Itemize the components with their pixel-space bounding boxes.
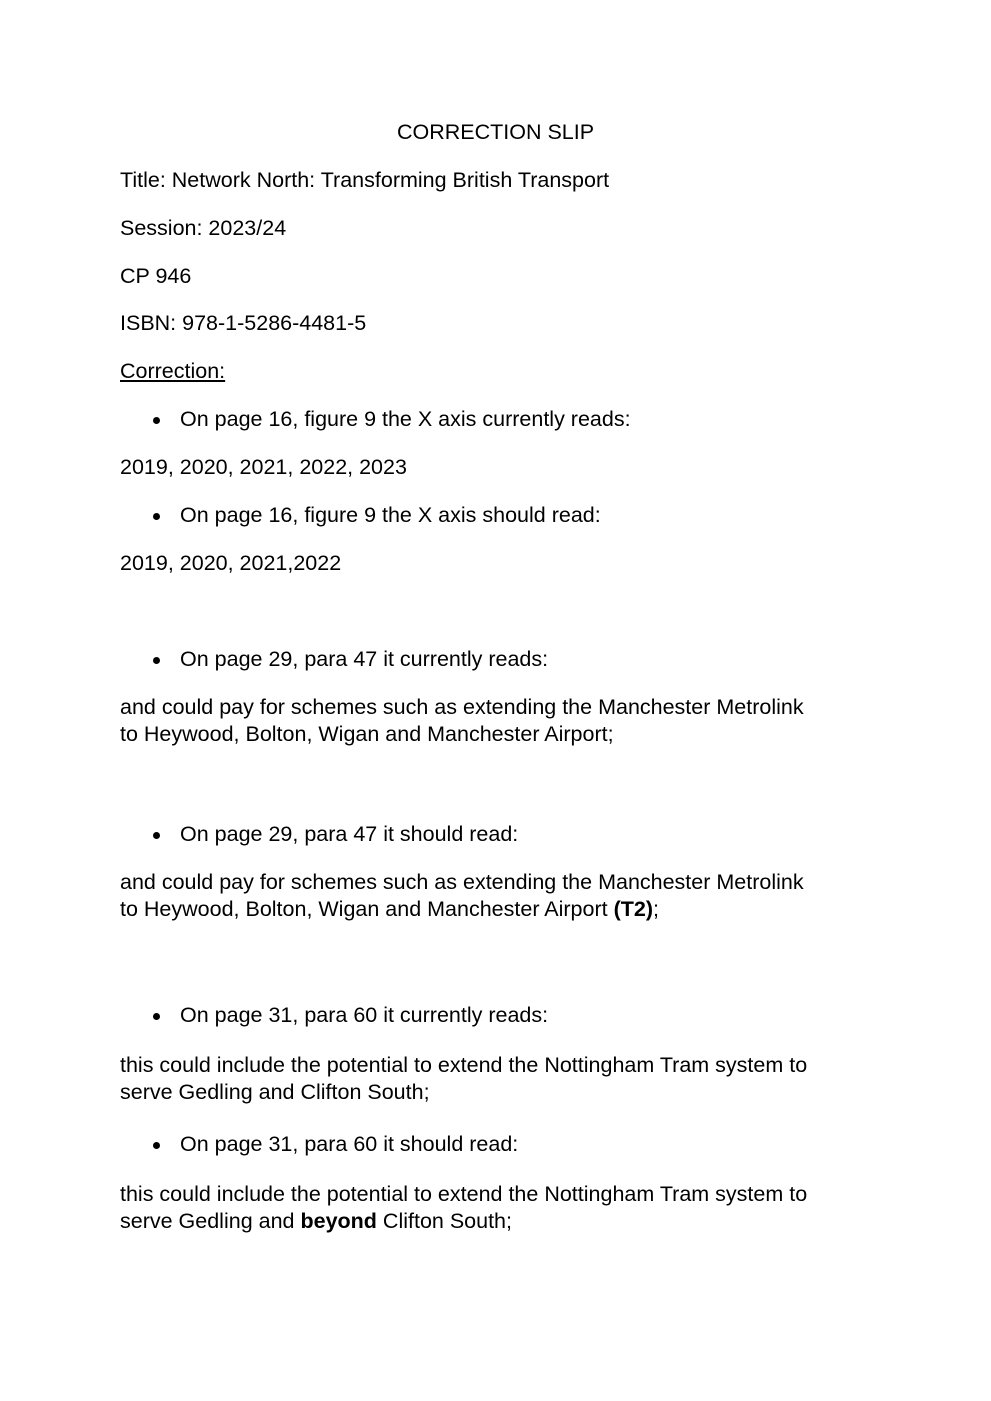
bullet-text: On page 29, para 47 it currently reads:	[180, 647, 549, 671]
text-line: serve Gedling and Clifton South;	[120, 1080, 430, 1104]
correction-text: 2019, 2020, 2021,2022	[120, 551, 342, 575]
bullet-icon	[153, 1142, 160, 1149]
bold-insertion: beyond	[300, 1209, 377, 1233]
text-line: and could pay for schemes such as extending the Manchester Metrolink	[120, 870, 804, 894]
isbn: ISBN: 978-1-5286-4481-5	[120, 311, 367, 335]
bullet-text: On page 16, figure 9 the X axis currently reads:	[180, 407, 631, 431]
correction-bullet	[180, 406, 631, 433]
correction-bullet	[180, 646, 548, 673]
correction-text	[120, 869, 804, 923]
correction-bullet	[180, 502, 601, 529]
correction-text	[120, 694, 804, 748]
bullet-icon	[153, 513, 160, 520]
bullet-icon	[153, 657, 160, 664]
command-paper-number: CP 946	[120, 264, 192, 288]
correction-label-text: Correction:	[120, 359, 226, 383]
document-heading: CORRECTION SLIP	[396, 120, 595, 144]
correction-text	[120, 1181, 807, 1235]
bold-insertion: (T2)	[613, 897, 653, 921]
bullet-icon	[153, 417, 160, 424]
bullet-text: On page 31, para 60 it currently reads:	[180, 1003, 549, 1027]
text-segment: serve Gedling and	[120, 1209, 301, 1233]
session: Session: 2023/24	[120, 216, 287, 240]
bullet-text: On page 31, para 60 it should read:	[180, 1132, 519, 1156]
correction-text: 2019, 2020, 2021, 2022, 2023	[120, 455, 407, 479]
text-line	[120, 1208, 807, 1235]
text-segment: to Heywood, Bolton, Wigan and Manchester Airport	[120, 897, 614, 921]
correction-label	[120, 358, 225, 385]
bullet-icon	[153, 1013, 160, 1020]
text-line: this could include the potential to extend the Nottingham Tram system to	[120, 1182, 808, 1206]
text-segment: ;	[653, 897, 659, 921]
text-segment: Clifton South;	[376, 1209, 512, 1233]
text-line: to Heywood, Bolton, Wigan and Manchester Airport;	[120, 722, 614, 746]
bullet-icon	[153, 832, 160, 839]
correction-bullet	[180, 1131, 518, 1158]
correction-text	[120, 1052, 807, 1106]
publication-title: Title: Network North: Transforming British Transport	[120, 168, 610, 192]
text-line: this could include the potential to extend the Nottingham Tram system to	[120, 1053, 808, 1077]
correction-bullet	[180, 821, 518, 848]
correction-bullet	[180, 1002, 548, 1029]
text-line	[120, 896, 804, 923]
bullet-text: On page 16, figure 9 the X axis should read:	[180, 503, 601, 527]
bullet-text: On page 29, para 47 it should read:	[180, 822, 519, 846]
text-line: and could pay for schemes such as extending the Manchester Metrolink	[120, 695, 804, 719]
